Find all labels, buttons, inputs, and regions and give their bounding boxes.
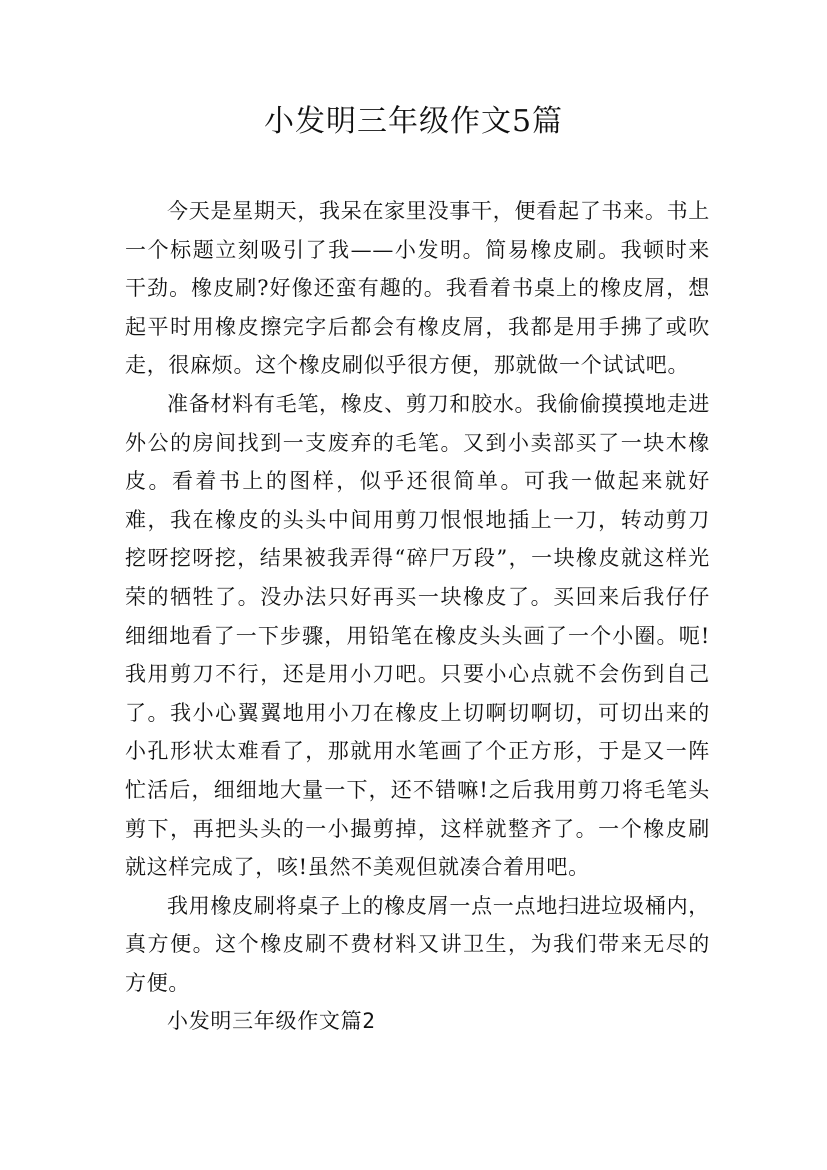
paragraph: 准备材料有毛笔，橡皮、剪刀和胶水。我偷偷摸摸地走进外公的房间找到一支废弃的毛笔。又到小卖部买了一块木橡皮。看着书上的图样，似乎还很简单。可我一做起来就好难，我在橡皮的头头中间用剪刀恨恨地插上一刀，转动剪刀挖呀挖呀挖，结果被我弄得“碎尸万段”，一块橡皮就这样光荣的牺牲了。没办法只好再买一块橡皮了。买回来后我仔仔细细地看了一下步骤，用铅笔在橡皮头头画了一个小圈。呃!我用剪刀不行，还是用小刀吧。只要小心点就不会伤到自己了。我小心翼翼地用小刀在橡皮上切啊切啊切，可切出来的小孔形状太难看了，那就用水笔画了个正方形，于是又一阵忙活后，细细地大量一下，还不错嘛!之后我用剪刀将毛笔头剪下，再把头头的一小撮剪掉，这样就整齐了。一个橡皮刷就这样完成了，咳!虽然不美观但就凑合着用吧。 [125,391,710,880]
paragraph: 今天是星期天，我呆在家里没事干，便看起了书来。书上一个标题立刻吸引了我——小发明。简易橡皮刷。我顿时来干劲。橡皮刷?好像还蛮有趣的。我看着书桌上的橡皮屑，想起平时用橡皮擦完字后都会有橡皮屑，我都是用手拂了或吹走，很麻烦。这个橡皮刷似乎很方便，那就做一个试试吧。 [125,199,710,378]
paragraph: 我用橡皮刷将桌子上的橡皮屑一点一点地扫进垃圾桶内，真方便。这个橡皮刷不费材料又讲卫生，为我们带来无尽的方便。 [125,893,710,995]
document-title: 小发明三年级作文5篇 [263,104,564,139]
document-body [125,192,710,1041]
section-heading: 小发明三年级作文篇2 [167,1009,376,1034]
